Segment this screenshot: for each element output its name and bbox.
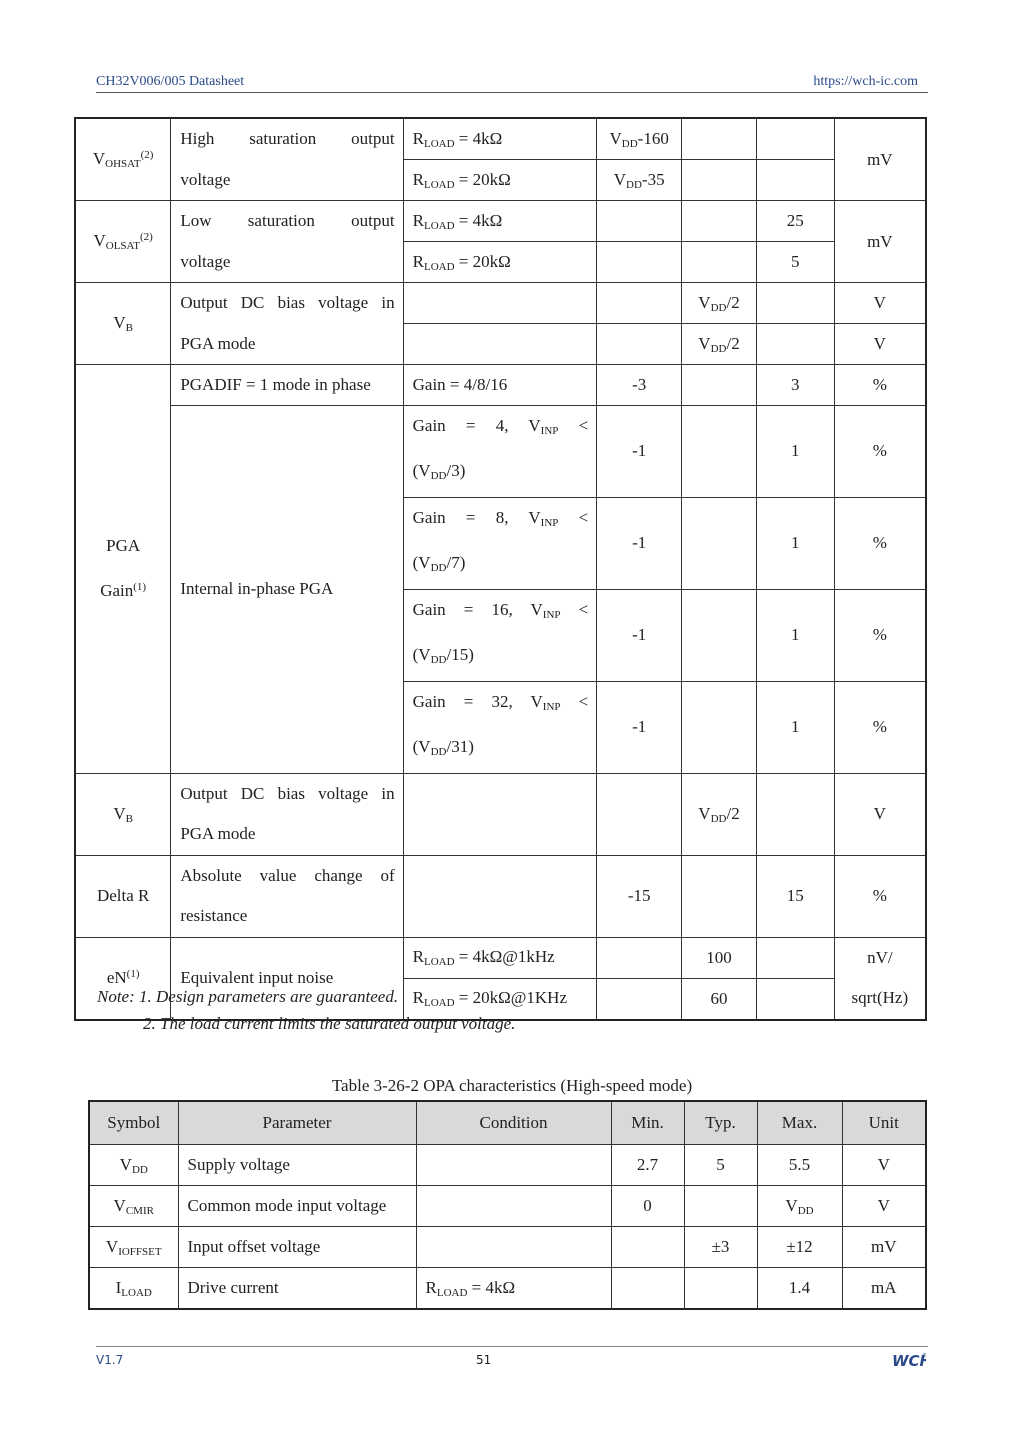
min-cell — [611, 1268, 684, 1310]
min-cell — [597, 937, 682, 978]
symbol-cell: $V_{OHSAT}^{(2)}$ — [75, 118, 171, 201]
parameter-cell: Output DC bias voltage in PGA mode — [171, 283, 403, 365]
unit-cell: V — [842, 1186, 926, 1227]
parameter-cell: Low saturation output voltage — [171, 201, 403, 283]
typ-cell: ±3 — [684, 1227, 757, 1268]
site-link[interactable]: https://wch-ic.com — [813, 74, 918, 89]
table-header-row — [89, 1101, 926, 1145]
parameter-cell: PGADIF = 1 mode in phase — [171, 365, 403, 406]
table-row — [75, 118, 926, 160]
table-row — [89, 1268, 926, 1310]
condition-cell: $R_{LOAD} = 4k\Omega$ — [403, 118, 597, 160]
header-symbol: Symbol — [89, 1101, 178, 1145]
min-cell — [597, 978, 682, 1020]
typ-cell — [684, 1268, 757, 1310]
table-row — [75, 937, 926, 978]
min-cell — [597, 283, 682, 324]
unit-cell: mV — [842, 1227, 926, 1268]
max-cell: 1 — [756, 681, 834, 773]
unit-cell: nV/ sqrt(Hz) — [834, 937, 926, 1020]
max-cell: 5.5 — [757, 1145, 842, 1186]
max-cell: 1 — [756, 405, 834, 497]
header-max: Max. — [757, 1101, 842, 1145]
symbol-cell: $V_{OLSAT}^{(2)}$ — [75, 201, 171, 283]
symbol-cell: $V_{CMIR}$ — [89, 1186, 178, 1227]
unit-cell: mA — [842, 1268, 926, 1310]
note-2: 2. The load current limits the saturated output voltage. — [143, 1014, 516, 1033]
min-cell — [597, 773, 682, 855]
header-parameter: Parameter — [178, 1101, 416, 1145]
condition-cell: Gain = 32, $V_{INP}$ < $(V_{DD}/31)$ — [403, 681, 597, 773]
parameter-cell: Absolute value change of resistance — [171, 855, 403, 937]
table-row — [75, 365, 926, 406]
max-cell: ±12 — [757, 1227, 842, 1268]
parameter-cell: Internal in-phase PGA — [171, 405, 403, 773]
unit-cell: mV — [834, 118, 926, 201]
min-cell — [597, 242, 682, 283]
typ-cell: $V_{DD}/2$ — [682, 283, 757, 324]
page-header — [96, 74, 928, 93]
opa-characteristics-table-continued — [74, 117, 927, 1021]
typ-cell — [682, 681, 757, 773]
table-row — [75, 283, 926, 324]
max-cell: 1.4 — [757, 1268, 842, 1310]
typ-cell: $V_{DD}/2$ — [682, 324, 757, 365]
symbol-cell: $eN^{(1)}$ — [75, 937, 171, 1020]
min-cell: -1 — [597, 589, 682, 681]
typ-cell: 100 — [682, 937, 757, 978]
parameter-cell: Common mode input voltage — [178, 1186, 416, 1227]
typ-cell — [682, 242, 757, 283]
min-cell — [597, 201, 682, 242]
page-footer — [96, 1346, 928, 1369]
svg-text:WCH: WC — [892, 1352, 920, 1369]
table-caption: Table 3-26-2 OPA characteristics (High-speed mode) — [331, 1076, 693, 1095]
header-unit: Unit — [842, 1101, 926, 1145]
table-row — [89, 1186, 926, 1227]
header-condition: Condition — [416, 1101, 611, 1145]
max-cell: 25 — [756, 201, 834, 242]
symbol-cell: $V_{IOFFSET}$ — [89, 1227, 178, 1268]
unit-cell: % — [834, 681, 926, 773]
unit-cell: V — [834, 324, 926, 365]
typ-cell — [682, 201, 757, 242]
min-cell: -1 — [597, 405, 682, 497]
max-cell — [756, 324, 834, 365]
min-cell: -1 — [597, 497, 682, 589]
unit-cell: % — [834, 589, 926, 681]
doc-version: V1.7 — [96, 1353, 124, 1367]
header-typ: Typ. — [684, 1101, 757, 1145]
max-cell — [756, 937, 834, 978]
symbol-cell: $V_B$ — [75, 283, 171, 365]
unit-cell: V — [834, 283, 926, 324]
max-cell — [756, 160, 834, 201]
max-cell — [756, 773, 834, 855]
parameter-cell: Output DC bias voltage in PGA mode — [171, 773, 403, 855]
unit-cell: % — [834, 497, 926, 589]
max-cell: 15 — [756, 855, 834, 937]
table-row — [89, 1145, 926, 1186]
parameter-cell: Supply voltage — [178, 1145, 416, 1186]
condition-cell — [416, 1145, 611, 1186]
max-cell — [756, 978, 834, 1020]
typ-cell — [682, 118, 757, 160]
typ-cell — [682, 589, 757, 681]
parameter-cell: Drive current — [178, 1268, 416, 1310]
condition-cell — [403, 855, 597, 937]
max-cell: 3 — [756, 365, 834, 406]
header-min: Min. — [611, 1101, 684, 1145]
min-cell: $V_{DD}-160$ — [597, 118, 682, 160]
min-cell: -1 — [597, 681, 682, 773]
typ-cell — [682, 497, 757, 589]
max-cell: 1 — [756, 497, 834, 589]
parameter-cell: Input offset voltage — [178, 1227, 416, 1268]
min-cell: 0 — [611, 1186, 684, 1227]
unit-cell: % — [834, 855, 926, 937]
svg-text:®: ® — [922, 1353, 926, 1359]
symbol-cell: PGA Gain$^{(1)}$ — [75, 365, 171, 774]
condition-cell — [403, 283, 597, 324]
page-number: 51 — [476, 1353, 492, 1367]
unit-cell: mV — [834, 201, 926, 283]
typ-cell: 5 — [684, 1145, 757, 1186]
condition-cell: $R_{LOAD}$ = 20kΩ@1KHz — [403, 978, 597, 1020]
condition-cell — [416, 1227, 611, 1268]
symbol-cell: $I_{LOAD}$ — [89, 1268, 178, 1310]
doc-title: CH32V006/005 Datasheet — [96, 74, 245, 89]
min-cell: -3 — [597, 365, 682, 406]
unit-cell: % — [834, 405, 926, 497]
opa-high-speed-table — [88, 1100, 927, 1310]
table-row — [75, 201, 926, 242]
typ-cell — [682, 160, 757, 201]
symbol-cell: $V_B$ — [75, 773, 171, 855]
wch-logo-icon — [892, 1351, 926, 1374]
typ-cell: 60 — [682, 978, 757, 1020]
max-cell: $V_{DD}$ — [757, 1186, 842, 1227]
min-cell: $V_{DD}-35$ — [597, 160, 682, 201]
condition-cell: $R_{LOAD}$ = 4kΩ@1kHz — [403, 937, 597, 978]
max-cell: 5 — [756, 242, 834, 283]
typ-cell — [682, 405, 757, 497]
unit-cell: V — [842, 1145, 926, 1186]
table-row — [89, 1227, 926, 1268]
min-cell — [597, 324, 682, 365]
note-1: Note: 1. Design parameters are guaranteed. — [97, 987, 399, 1006]
condition-cell: $R_{LOAD} = 4k\Omega$ — [403, 201, 597, 242]
condition-cell: $R_{LOAD} = 20k\Omega$ — [403, 160, 597, 201]
condition-cell: $R_{LOAD} = 4k\Omega$ — [416, 1268, 611, 1310]
min-cell — [611, 1227, 684, 1268]
max-cell — [756, 118, 834, 160]
condition-cell: Gain = 8, $V_{INP}$ < $(V_{DD}/7)$ — [403, 497, 597, 589]
typ-cell — [682, 365, 757, 406]
condition-cell: Gain = 16, $V_{INP}$ < $(V_{DD}/15)$ — [403, 589, 597, 681]
condition-cell: Gain = 4/8/16 — [403, 365, 597, 406]
typ-cell — [684, 1186, 757, 1227]
condition-cell — [403, 773, 597, 855]
condition-cell: $R_{LOAD} = 20k\Omega$ — [403, 242, 597, 283]
max-cell — [756, 283, 834, 324]
typ-cell: $V_{DD}/2$ — [682, 773, 757, 855]
condition-cell — [416, 1186, 611, 1227]
unit-cell: V — [834, 773, 926, 855]
parameter-cell: Equivalent input noise — [171, 937, 403, 1020]
min-cell: 2.7 — [611, 1145, 684, 1186]
symbol-cell: $V_{DD}$ — [89, 1145, 178, 1186]
condition-cell — [403, 324, 597, 365]
symbol-cell: Delta R — [75, 855, 171, 937]
table-notes — [97, 983, 515, 1037]
unit-cell: % — [834, 365, 926, 406]
typ-cell — [682, 855, 757, 937]
min-cell: -15 — [597, 855, 682, 937]
max-cell: 1 — [756, 589, 834, 681]
condition-cell: Gain = 4, $V_{INP}$ < $(V_{DD}/3)$ — [403, 405, 597, 497]
parameter-cell: High saturation output voltage — [171, 118, 403, 201]
